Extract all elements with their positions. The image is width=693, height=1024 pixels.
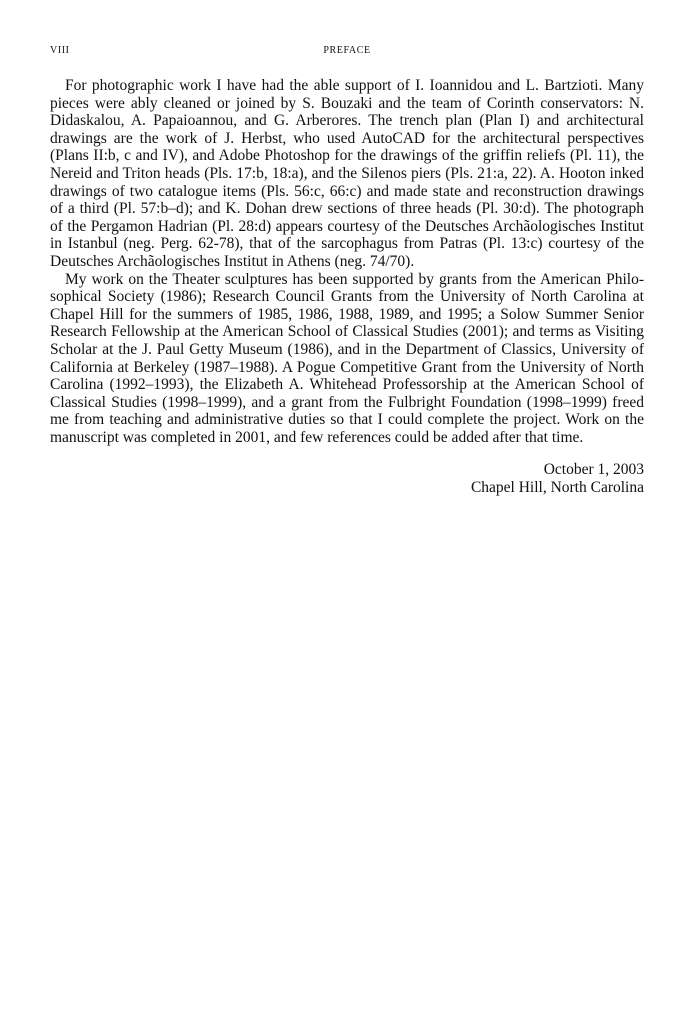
section-title: PREFACE xyxy=(323,45,371,56)
paragraph-acknowledgements-funding: My work on the Theater sculptures has been supported by grants from the American Philosophical Society (1986); Research Council Grants from the University of North Carolina at Chapel Hill for the summers of 1985, 1986, 1988, 1989, and 1995; a Solow Summer Senior Research Fellowship at the American School of Classical Studies (2001); and terms as Visiting Scholar at the J. Paul Getty Museum (1986), and in the Department of Classics, University of California at Berkeley (1987–1988). A Pogue Competitive Grant from the University of North Carolina (1992–1993), the Elizabeth A. Whitehead Professorship at the American School of Classical Studies (1998–1999), and a grant from the Fulbright Foundation (1998–1999) freed me from teaching and administrative duties so that I could complete the project. Work on the manuscript was completed in 2001, and few references could be added after that time. xyxy=(50,270,644,446)
body-text xyxy=(50,77,644,446)
signoff-place: Chapel Hill, North Carolina xyxy=(470,478,644,496)
running-head xyxy=(50,45,644,61)
signoff-date: October 1, 2003 xyxy=(543,461,644,478)
paragraph-acknowledgements-photography: For photographic work I have had the able support of I. Ioannidou and L. Bartzioti. Many pieces were ably cleaned or joined by S. Bouzaki and the team of Corinth conservators: N. Didaskalou, A. Papaioannou, and G. Arberores. The trench plan (Plan I) and architectural drawings are the work of J. Herbst, who used AutoCAD for the architectural perspectives (Plans II:b, c and IV), and Adobe Photoshop for the drawings of the griffin reliefs (Pl. 11), the Nereid and Triton heads (Pls. 17:b, 18:a), and the Silenos piers (Pls. 21:a, 22). A. Hooton inked drawings of two catalogue items (Pls. 56:c, 66:c) and made state and reconstruction drawings of a third (Pl. 57:b–d); and K. Dohan drew sections of three heads (Pl. 30:d). The photograph of the Pergamon Hadrian (Pl. 28:d) appears courtesy of the Deutsches Archãologisches Institut in Istanbul (neg. Perg. 62-78), that of the sarcophagus from Patras (Pl. 13:c) courtesy of the Deutsches Archãologisches Institut in Athens (neg. 74/70). xyxy=(50,77,644,270)
signoff xyxy=(471,461,644,496)
page-number: VIII xyxy=(50,45,70,56)
